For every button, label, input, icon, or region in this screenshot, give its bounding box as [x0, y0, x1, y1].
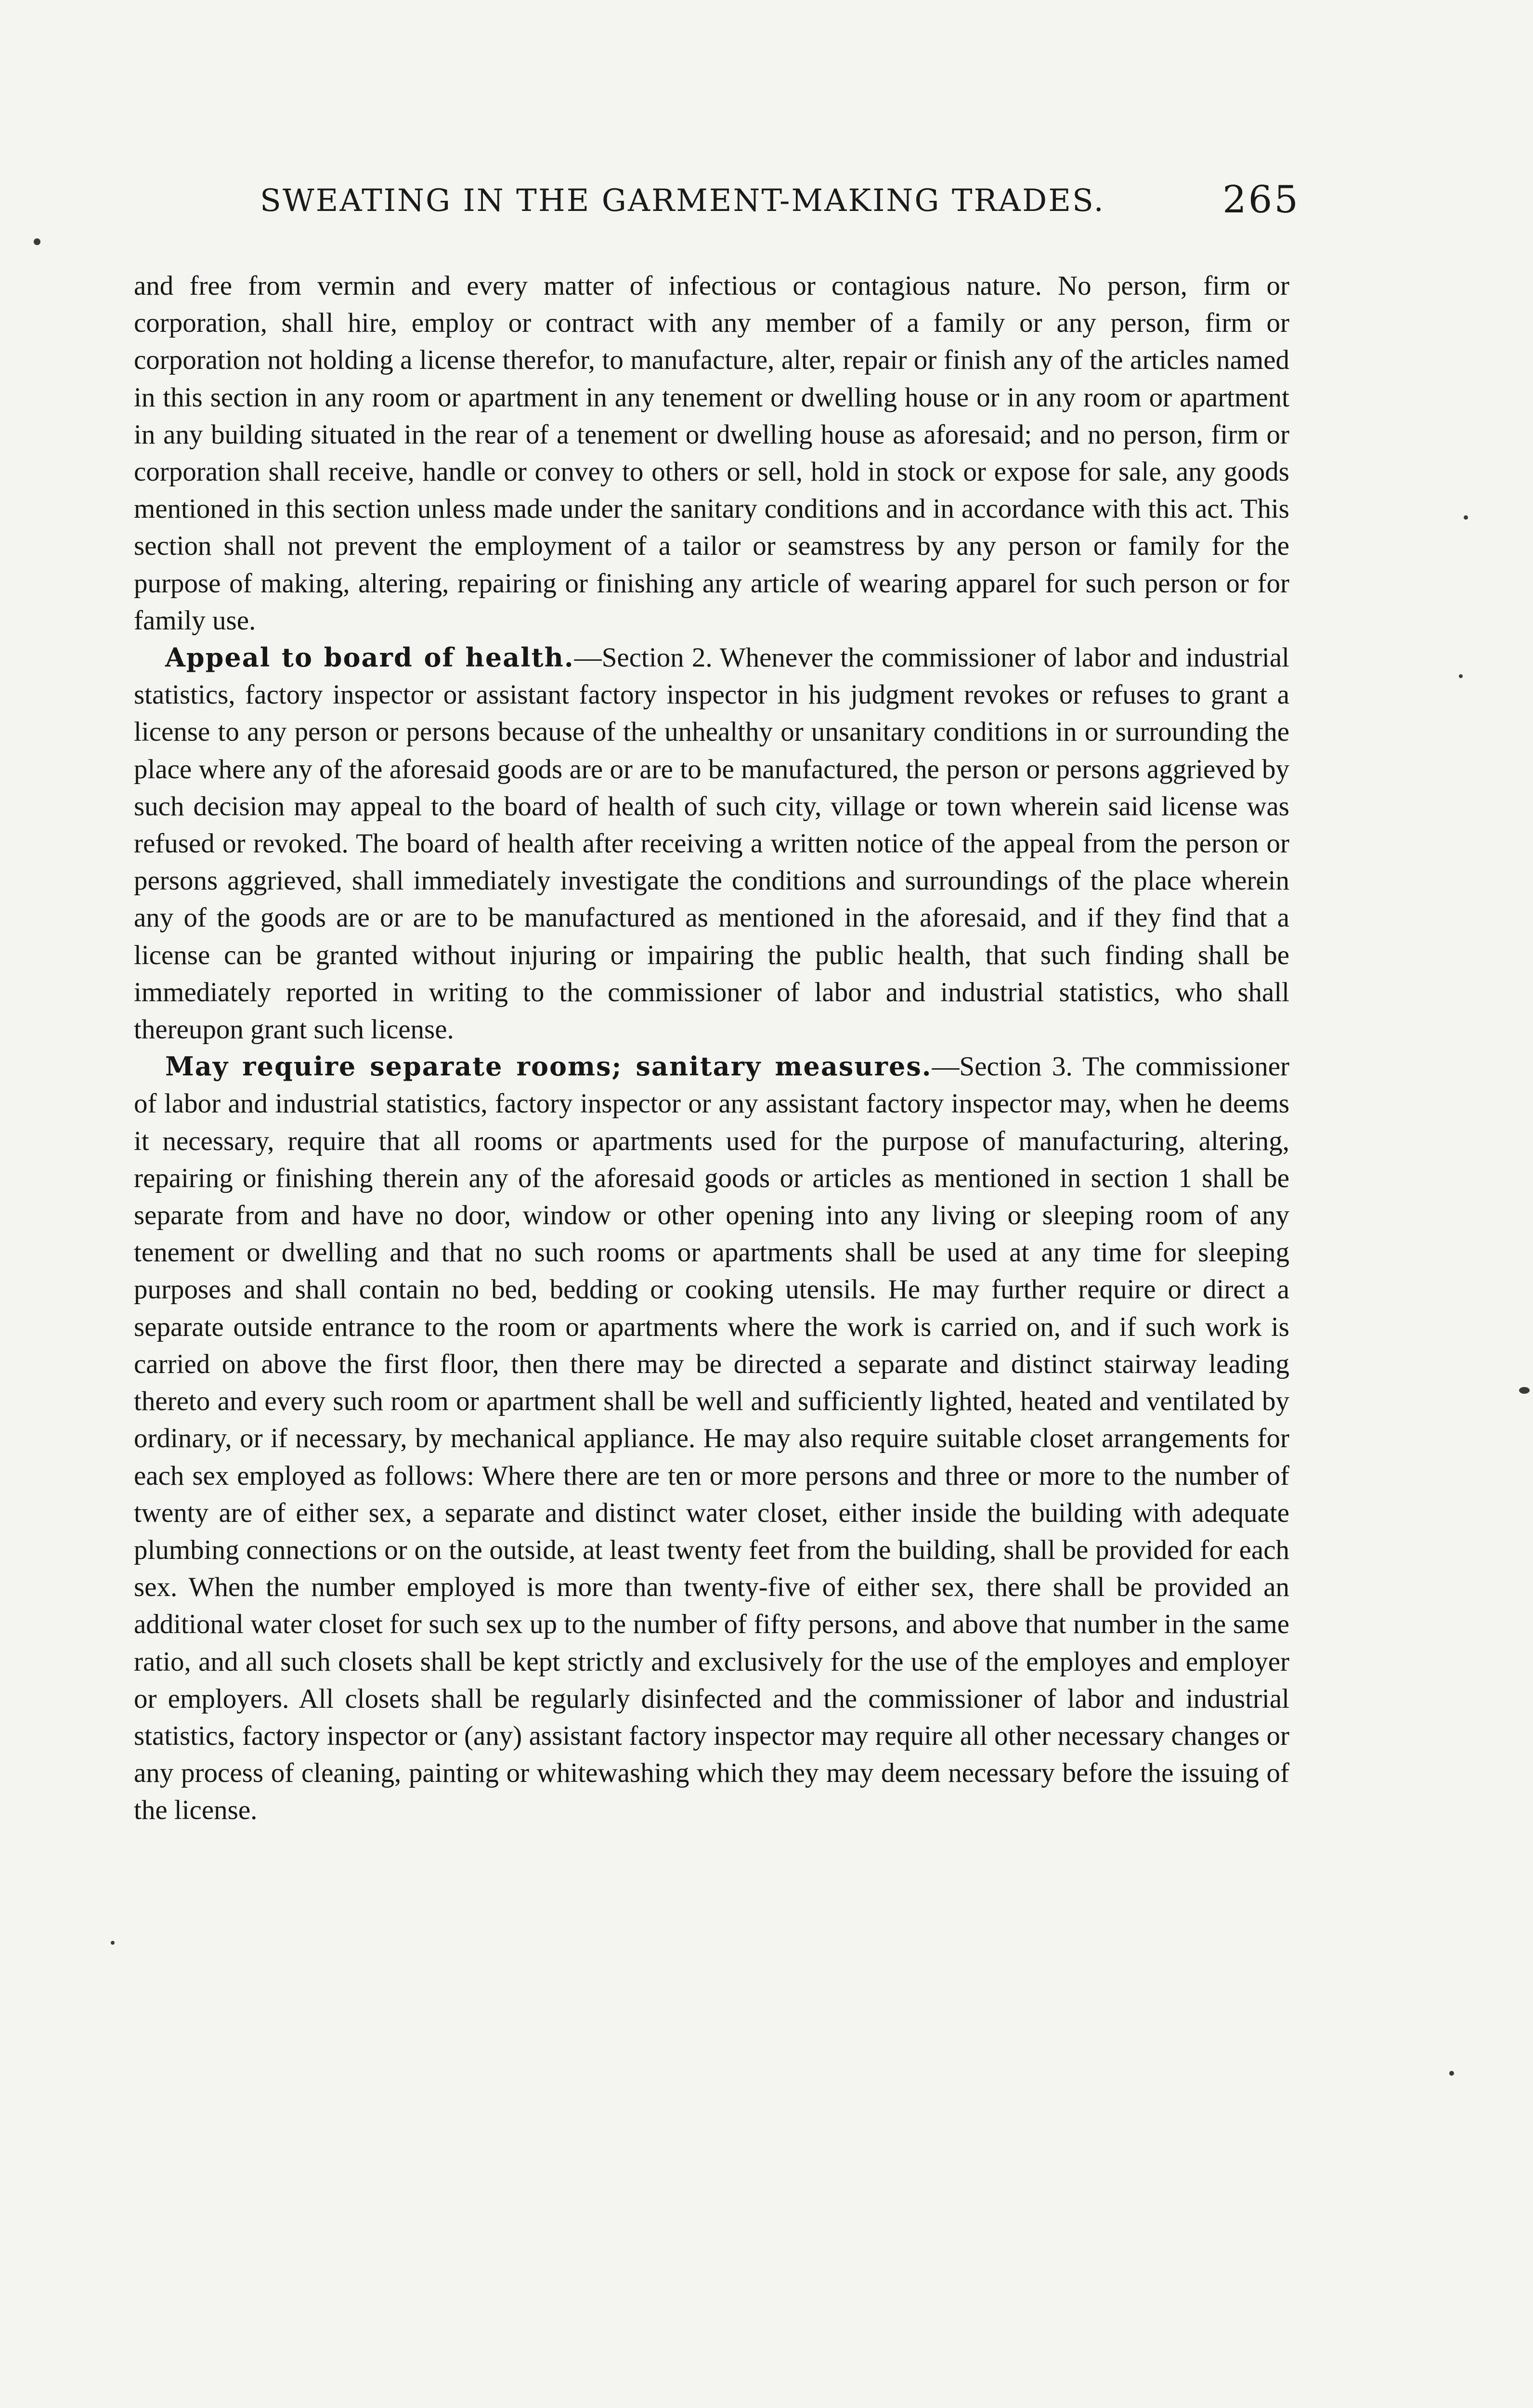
scan-speck	[111, 1941, 115, 1945]
paragraph-section-1-continuation: and free from vermin and every matter of infectious or contagious nature. No person, firm or corporation, shall hire, employ or contract with any member of a family or any person, firm or corporation not holding a license therefor, to manufacture, alter, repair or finish any of the articles named in this section in any room or apartment in any tenement or dwelling house or in any room or apartment in any building situated in the rear of a tenement or dwelling house as aforesaid; and no person, firm or corporation shall receive, handle or convey to others or sell, hold in stock or expose for sale, any goods mentioned in this section unless made under the sanitary conditions and in accordance with this act. This section shall not prevent the employment of a tailor or seamstress by any person or family for the purpose of making, altering, repairing or finishing any article of wearing apparel for such person or for family use.	[134, 271, 1289, 636]
paragraph-section-3	[134, 1048, 1289, 1829]
running-head	[260, 178, 1300, 231]
section-2-heading: Appeal to board of health.	[165, 642, 574, 673]
scan-speck	[1519, 1387, 1530, 1394]
scan-speck	[1464, 515, 1468, 520]
paragraph-section-2	[134, 639, 1289, 1048]
scan-speck	[1459, 674, 1463, 678]
scan-speck	[34, 238, 40, 245]
section-3-heading: May require separate rooms; sanitary measures.	[165, 1051, 932, 1082]
page-number: 265	[1222, 178, 1300, 222]
section-3-text: —Section 3. The commissioner of labor and industrial statistics, factory inspector or any assistant factory inspector may, when he deems it necessary, require that all rooms or apartments used for the purpose of manufacturing, altering, repairing or finishing therein any of the aforesaid goods or articles as mentioned in section 1 shall be separate from and have no door, window or other opening into any living or sleeping room of any tenement or dwelling and that no such rooms or apartments shall be used at any time for sleeping purposes and shall contain no bed, bedding or cooking utensils. He may further require or direct a separate outside entrance to the room or apartments where the work is carried on, and if such work is carried on above the first floor, then there may be directed a separate and distinct stairway leading thereto and every such room or apartment shall be well and sufficiently lighted, heated and ventilated by ordinary, or if necessary, by mechanical appliance. He may also require suitable closet arrangements for each sex employed as follows: Where there are ten or more persons and three or more to the number of twenty are of either sex, a separate and distinct water closet, either inside the building with adequate plumbing connections or on the outside, at least twenty feet from the building, shall be provided for each sex. When the number employed is more than twenty-five of either sex, there shall be provided an additional water closet for such sex up to the number of fifty persons, and above that number in the same ratio, and all such closets shall be kept strictly and exclusively for the use of the employes and employer or employers. All closets shall be regularly disinfected and the commissioner of labor and industrial statistics, factory inspector or (any) assistant factory inspector may require all other necessary changes or any process of cleaning, painting or whitewashing which they may deem necessary before the issuing of the license.	[134, 1051, 1289, 1826]
scan-speck	[1449, 2071, 1454, 2076]
running-title: SWEATING IN THE GARMENT-MAKING TRADES.	[260, 183, 1105, 219]
body-text	[134, 267, 1289, 1829]
section-2-text: —Section 2. Whenever the commissioner of labor and industrial statistics, factory inspector or assistant factory inspector in his judgment revokes or refuses to grant a license to any person or persons because of the unhealthy or unsanitary conditions in or surrounding the place where any of the aforesaid goods are or are to be manufactured, the person or persons aggrieved by such decision may appeal to the board of health of such city, village or town wherein said license was refused or revoked. The board of health after receiving a written notice of the appeal from the person or persons aggrieved, shall immediately investigate the conditions and surroundings of the place wherein any of the goods are or are to be manufactured as mentioned in the aforesaid, and if they find that a license can be granted without injuring or impairing the public health, that such finding shall be immediately reported in writing to the commissioner of labor and industrial statistics, who shall thereupon grant such license.	[134, 642, 1289, 1045]
